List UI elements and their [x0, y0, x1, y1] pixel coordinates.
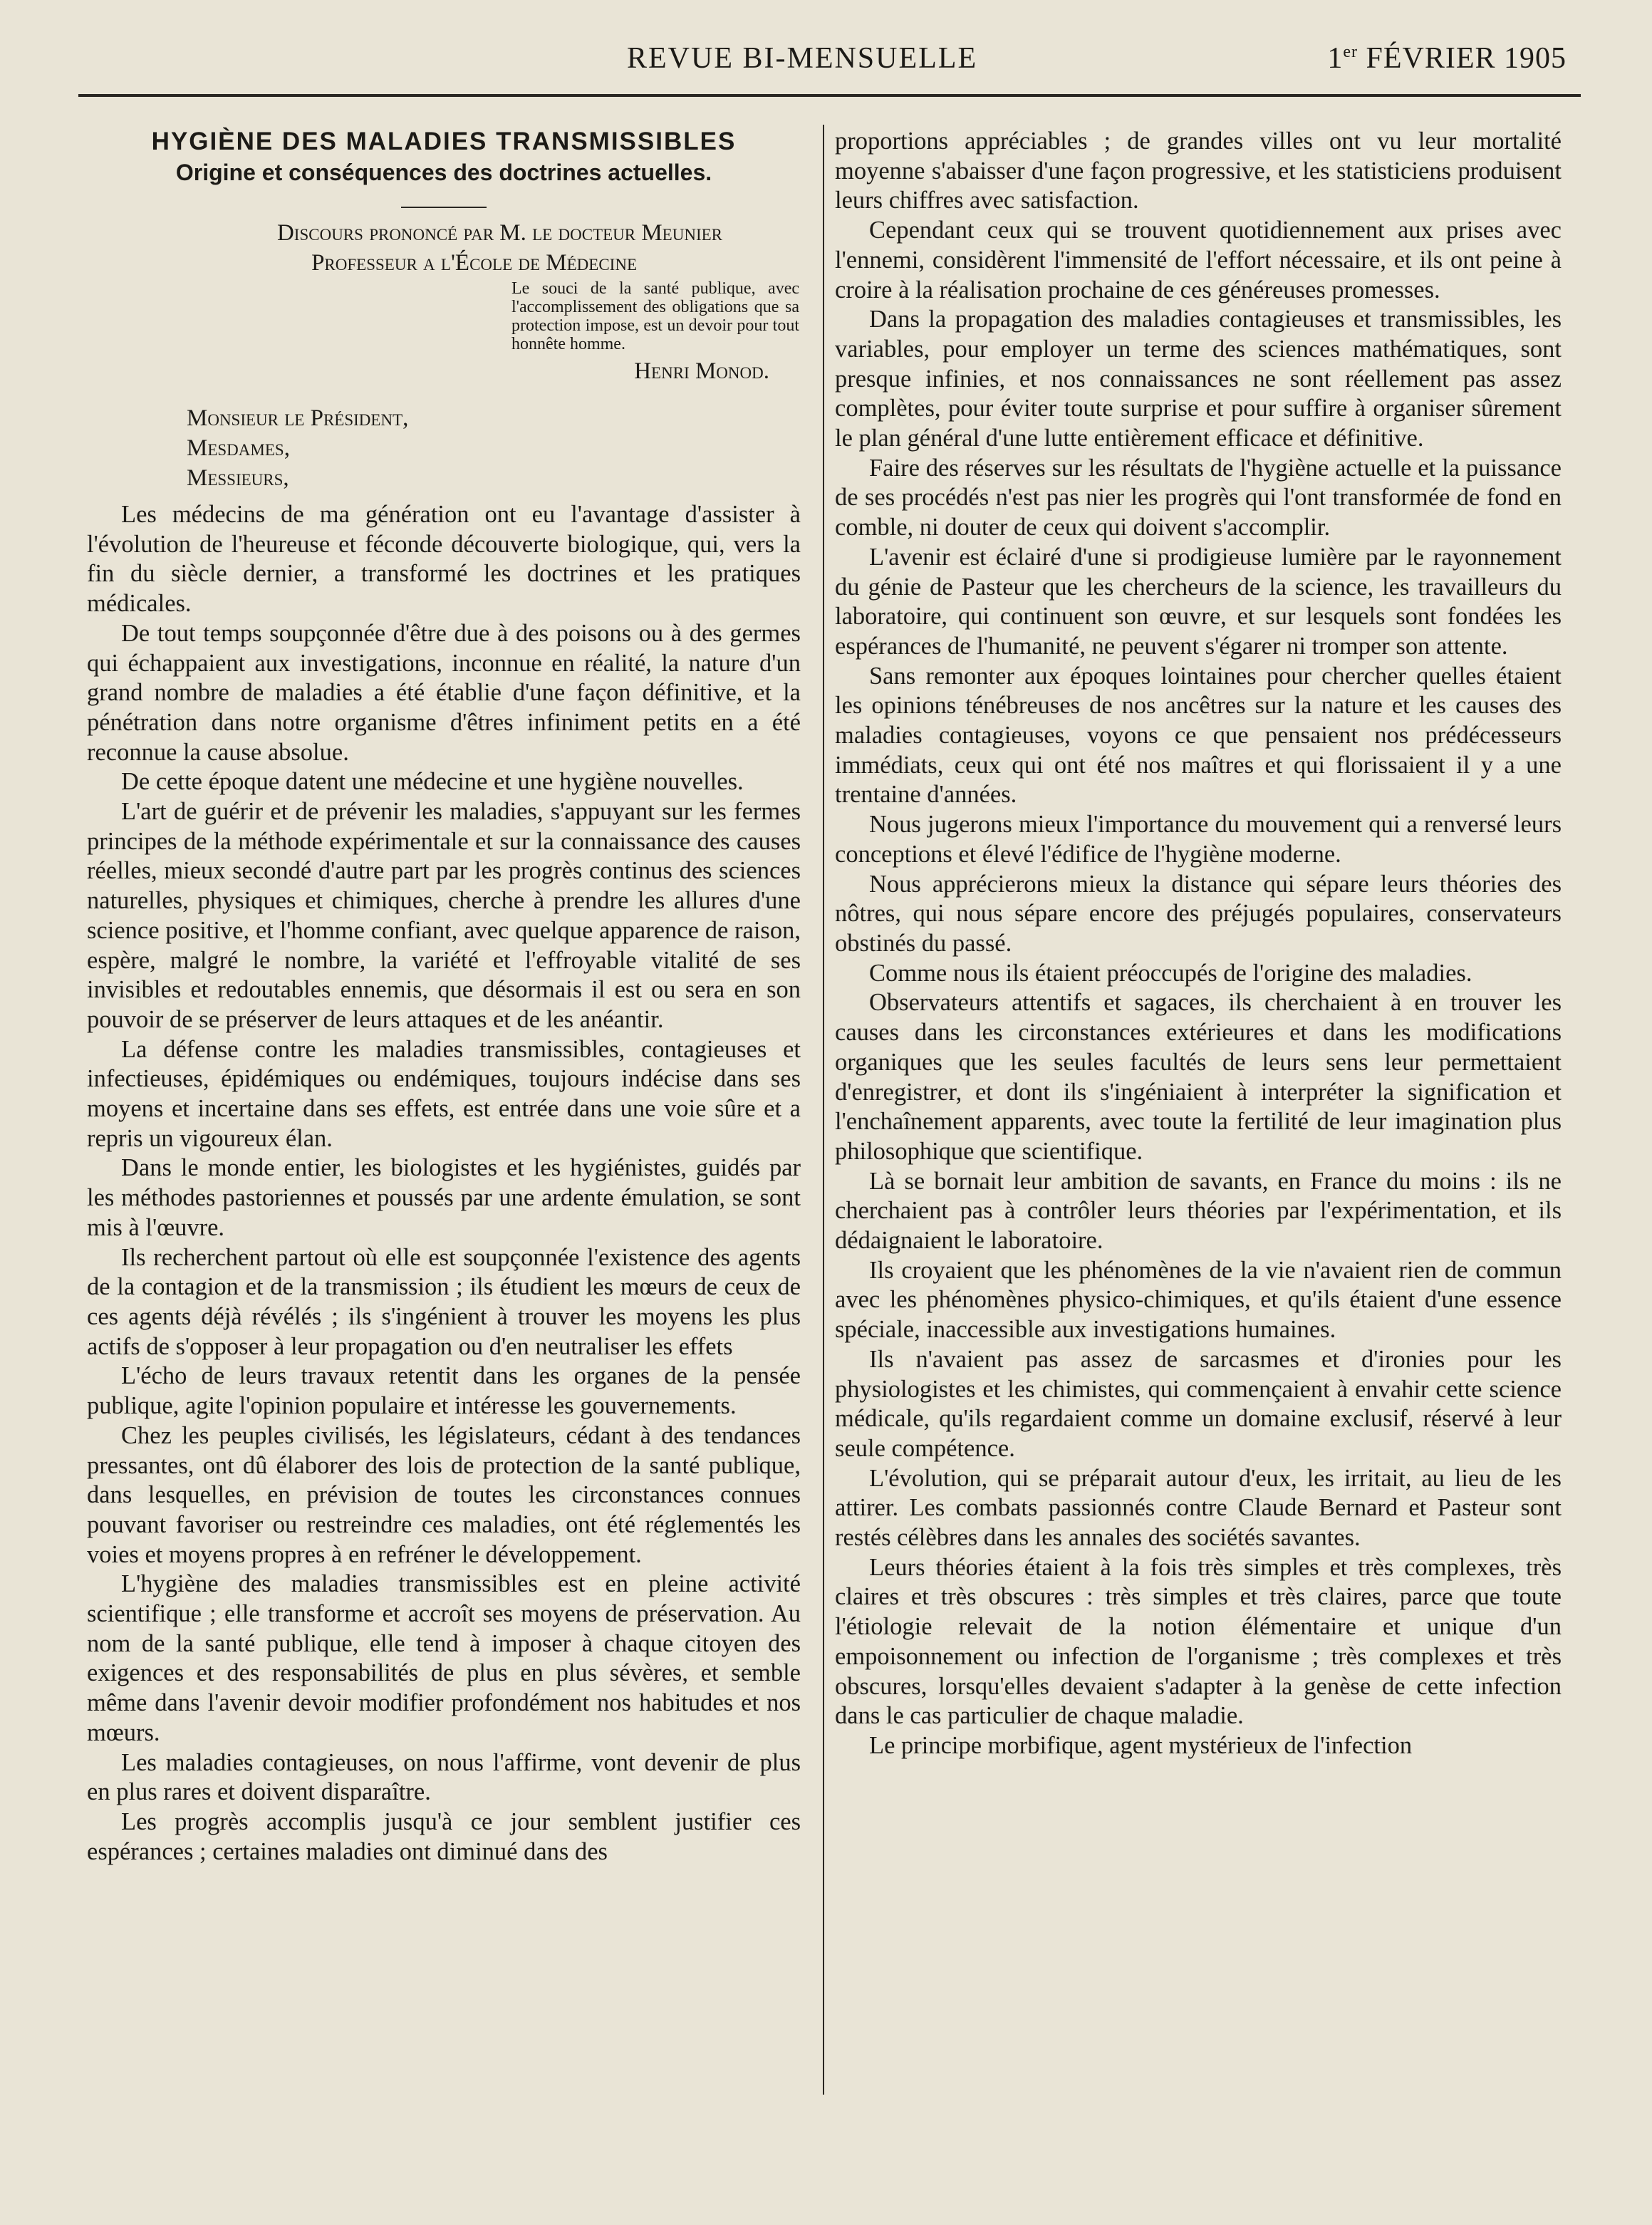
article-title: HYGIÈNE DES MALADIES TRANSMISSIBLES: [151, 128, 737, 155]
date-month-year: FÉVRIER 1905: [1366, 42, 1567, 75]
left-body: [87, 500, 801, 1867]
salutation: [187, 403, 801, 493]
paragraph: Faire des réserves sur les résultats de l'hygiène actuelle et la puissance de ses procédés n'est pas nier les progrès qui l'ont transformée de fond en comble, ni douter de ceux qui doivent s'accomplir.: [835, 454, 1562, 541]
salutation-line: Monsieur le Président,: [187, 405, 409, 431]
left-column: [87, 127, 801, 1867]
right-column: [835, 127, 1562, 1761]
title-rule: [401, 207, 487, 208]
column-divider: [823, 125, 824, 2095]
paragraph: Ils recherchent partout où elle est soupçonnée l'existence des agents de la contagion et de la transmission ; ils étudient les mœurs de ceux de ces agents déjà révélés ; ils s'ingénient à trouver les moyens les plus actifs de s'opposer à leur propagation ou d'en neutraliser les effets: [87, 1243, 801, 1360]
paragraph: Observateurs attentifs et sagaces, ils cherchaient à en trouver les causes dans les circonstances extérieures et dans les modifications organiques que les seules facultés de leurs sens leur permettaient d'enregistrer, et dont ils s'ingéniaient à interpréter la signification et l'enchaînement apparents, avec toute la fertilité de leur imagination plus philosophique que scientifique.: [835, 989, 1562, 1165]
salutation-line: Messieurs,: [187, 465, 289, 491]
paragraph: Les maladies contagieuses, on nous l'affirme, vont devenir de plus en plus rares et doivent disparaître.: [87, 1748, 801, 1806]
journal-title: REVUE BI-MENSUELLE: [627, 42, 978, 75]
article-subtitle: Origine et conséquences des doctrines actuelles.: [175, 160, 712, 185]
paragraph: Sans remonter aux époques lointaines pour chercher quelles étaient les opinions ténébreuses de nos ancêtres sur la nature et les causes des maladies contagieuses, voyons ce que pensaient nos prédécesseurs immédiats, ceux qui ont été nos maîtres et qui florissaient il y a une trentaine d'années.: [835, 662, 1562, 809]
paragraph: Leurs théories étaient à la fois très simples et très complexes, très claires et très obscures : très simples et très claires, parce que toute l'étiologie relevait de la notion élémentaire et unique d'un empoisonnement ou infection de l'organisme ; très complexes et très obscures, lorsqu'elles devaient s'adapter à la genèse de cette infection dans le cas particulier de chaque maladie.: [835, 1553, 1562, 1730]
paragraph: Nous apprécierons mieux la distance qui sépare leurs théories des nôtres, qui nous sépare encore des préjugés populaires, conservateurs obstinés du passé.: [835, 870, 1562, 957]
paragraph: L'écho de leurs travaux retentit dans les organes de la pensée publique, agite l'opinion populaire et intéresse les gouvernements.: [87, 1362, 801, 1420]
byline-speaker: Discours prononcé par M. le docteur Meunier: [276, 220, 722, 246]
paragraph: Le principe morbifique, agent mystérieux de l'infection: [869, 1731, 1413, 1759]
issue-date: [1327, 41, 1567, 76]
paragraph: De tout temps soupçonnée d'être due à des poisons ou à des germes qui échappaient aux investigations, inconnue en réalité, la nature d'un grand nombre de maladies a été établie d'une façon définitive, et la pénétration dans notre organisme d'êtres infiniment petits en a été reconnue la cause absolue.: [87, 619, 801, 766]
epigraph: Le souci de la santé publique, avec l'accomplissement des obligations que sa protection impose, est un devoir pour tout honnête homme.: [511, 279, 799, 353]
paragraph: Ils n'avaient pas assez de sarcasmes et d'ironies pour les physiologistes et les chimistes, qui commençaient à envahir cette science médicale, qu'ils regardaient comme un domaine exclusif, réservé à leur seule compétence.: [835, 1345, 1562, 1462]
paragraph: Nous jugerons mieux l'importance du mouvement qui a renversé leurs conceptions et élevé l'édifice de l'hygiène moderne.: [835, 811, 1562, 868]
paragraph: Dans le monde entier, les biologistes et les hygiénistes, guidés par les méthodes pastoriennes et poussés par une ardente émulation, se sont mis à l'œuvre.: [87, 1154, 801, 1241]
continued-paragraph: proportions appréciables ; de grandes villes ont vu leur mortalité moyenne s'abaisser d'une façon progressive, et les statisticiens produisent leurs chiffres avec satisfaction.: [835, 128, 1562, 214]
paragraph: La défense contre les maladies transmissibles, contagieuses et infectieuses, épidémiques ou endémiques, toujours indécise dans ses moyens et incertaine dans ses effets, est entrée dans une voie sûre et a repris un vigoureux élan.: [87, 1035, 801, 1152]
paragraph: Comme nous ils étaient préoccupés de l'origine des maladies.: [869, 959, 1472, 987]
paragraph: Les progrès accomplis jusqu'à ce jour semblent justifier ces espérances ; certaines maladies ont diminué dans des: [87, 1808, 801, 1865]
header-rule: [78, 94, 1581, 97]
byline-title: Professeur a l'École de Médecine: [311, 250, 637, 276]
paragraph: Ils croyaient que les phénomènes de la vie n'avaient rien de commun avec les phénomènes physico-chimiques, et qu'ils étaient d'une essence spéciale, inaccessible aux investigations humaines.: [835, 1256, 1562, 1344]
paragraph: L'art de guérir et de prévenir les maladies, s'appuyant sur les fermes principes de la méthode expérimentale et sur la connaissance des causes réelles, mieux secondé d'autre part par les progrès continus des sciences naturelles, physiques et chimiques, cherche à prendre les allures d'une science positive, et l'homme confiant, avec quelque apparence de raison, espère, malgré le nombre, la variété et l'effroyable vitalité de ses invisibles et redoutables ennemis, que désormais il est ou sera en son pouvoir de se préserver de leurs attaques et de les anéantir.: [87, 798, 801, 1033]
paragraph: Les médecins de ma génération ont eu l'avantage d'assister à l'évolution de l'heureuse et féconde découverte biologique, qui, vers la fin du siècle dernier, a transformé les doctrines et les pratiques médicales.: [87, 501, 801, 618]
paragraph: L'avenir est éclairé d'une si prodigieuse lumière par le rayonnement du génie de Pasteur que les chercheurs de la science, les travailleurs du laboratoire, qui continuent son œuvre, et sur lesquels sont fondées les espérances de l'humanité, ne peuvent s'égarer ni tromper son attente.: [835, 543, 1562, 660]
date-day: 1: [1327, 42, 1344, 75]
paragraph: L'hygiène des maladies transmissibles est en pleine activité scientifique ; elle transforme et accroît ses moyens de préservation. Au nom de la santé publique, elle tend à imposer à chaque citoyen des exigences et des responsabilités de plus en plus sévères, et semble même dans l'avenir devoir modifier profondément nos habitudes et nos mœurs.: [87, 1570, 801, 1746]
epigraph-author: Henri Monod.: [634, 358, 769, 384]
salutation-line: Mesdames,: [187, 435, 290, 461]
byline: [87, 218, 801, 278]
paragraph: Là se bornait leur ambition de savants, en France du moins : ils ne cherchaient pas à contrôler leurs théories par l'expérimentation, et ils dédaignaient le laboratoire.: [835, 1167, 1562, 1255]
paragraph: Dans la propagation des maladies contagieuses et transmissibles, les variables, pour employer un terme des sciences mathématiques, sont presque infinies, et nos connaissances ne sont réellement pas assez complètes, pour éviter toute surprise et pour suffire à organiser sûrement le plan général d'une lutte entièrement efficace et définitive.: [835, 306, 1562, 452]
right-body: [835, 216, 1562, 1761]
date-ordinal: er: [1343, 43, 1358, 61]
running-head: [78, 41, 1574, 84]
paragraph: Chez les peuples civilisés, les législateurs, cédant à des tendances pressantes, ont dû élaborer des lois de protection de la santé publique, dans lesquelles, en prévision de toutes les circonstances connues pouvant favoriser ou restreindre ces maladies, ont été réglementés les voies et moyens propres à en refréner le développement.: [87, 1421, 801, 1568]
paragraph: Cependant ceux qui se trouvent quotidiennement aux prises avec l'ennemi, considèrent l'immensité de l'effort nécessaire, et ils ont peine à croire à la réalisation prochaine de ces généreuses promesses.: [835, 217, 1562, 304]
paragraph: De cette époque datent une médecine et une hygiène nouvelles.: [121, 768, 744, 796]
paragraph: L'évolution, qui se préparait autour d'eux, les irritait, au lieu de les attirer. Les combats passionnés contre Claude Bernard et Pasteur sont restés célèbres dans les annales des sociétés savantes.: [835, 1464, 1562, 1552]
